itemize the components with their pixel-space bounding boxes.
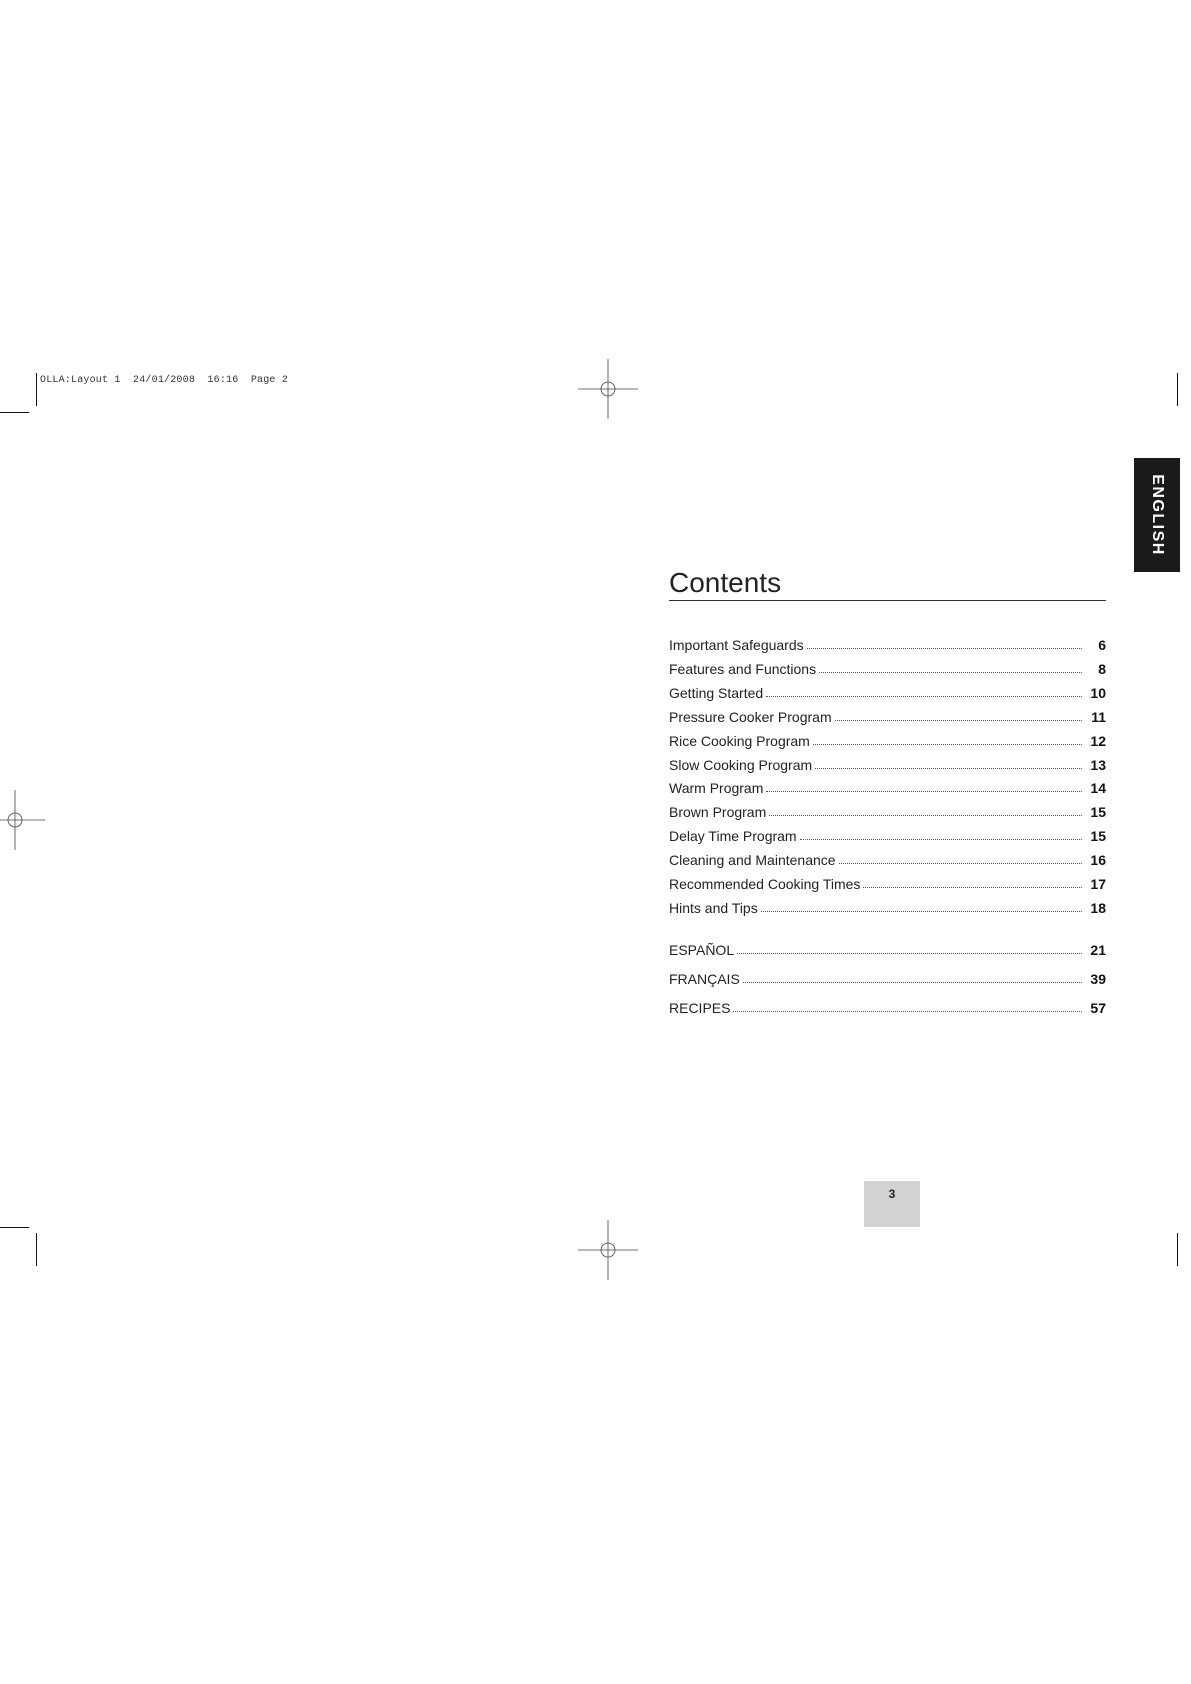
toc-entry-page: 10 — [1090, 685, 1106, 701]
toc-entry-page: 17 — [1090, 876, 1106, 892]
crop-mark-bottom-left-horizontal — [0, 1227, 29, 1228]
registration-mark-bottom-icon — [578, 1220, 638, 1280]
toc-section-page: 21 — [1090, 942, 1106, 958]
toc-entry-page: 11 — [1091, 709, 1106, 725]
toc-section-label: ESPAÑOL — [669, 942, 735, 958]
toc-entry-label: Recommended Cooking Times — [669, 876, 861, 892]
registration-mark-top-icon — [578, 359, 638, 419]
toc-section-entry — [669, 964, 1106, 988]
toc-entry-label: Delay Time Program — [669, 828, 797, 844]
crop-mark-bottom-right-vertical — [1177, 1233, 1178, 1266]
toc-entry-page: 12 — [1090, 733, 1106, 749]
toc-entry — [669, 678, 1106, 702]
toc-section-page: 57 — [1090, 1000, 1106, 1016]
toc-dot-leader — [769, 814, 1082, 816]
toc-entry-label: Getting Started — [669, 685, 764, 701]
crop-mark-top-right-vertical — [1177, 373, 1178, 406]
toc-dot-leader — [766, 790, 1082, 792]
toc-section-label: RECIPES — [669, 1000, 731, 1016]
toc-section-entry — [669, 935, 1106, 959]
toc-entry-label: Brown Program — [669, 804, 767, 820]
toc-entry-label: Pressure Cooker Program — [669, 709, 832, 725]
toc-entry — [669, 726, 1106, 750]
toc-entry-page: 15 — [1090, 828, 1106, 844]
toc-entry — [669, 893, 1106, 917]
toc-entry — [669, 750, 1106, 774]
toc-entry-label: Warm Program — [669, 780, 764, 796]
toc-section-label: FRANÇAIS — [669, 971, 740, 987]
toc-entry-page: 18 — [1090, 900, 1106, 916]
page-title: Contents — [669, 566, 1106, 601]
toc-entry-label: Features and Functions — [669, 661, 817, 677]
toc-section-entry — [669, 993, 1106, 1017]
toc-entry — [669, 654, 1106, 678]
toc-entry-label: Hints and Tips — [669, 900, 758, 916]
toc-entry — [669, 702, 1106, 726]
toc-entry-page: 6 — [1098, 637, 1106, 653]
toc-entry — [669, 797, 1106, 821]
toc-entry — [669, 821, 1106, 845]
toc-dot-leader — [835, 719, 1082, 721]
language-tab — [1134, 458, 1180, 572]
toc-dot-leader — [815, 767, 1082, 769]
toc-entry — [669, 869, 1106, 893]
toc-dot-leader — [761, 910, 1082, 912]
toc-dot-leader — [863, 886, 1082, 888]
toc-section-page: 39 — [1090, 971, 1106, 987]
toc-entry — [669, 773, 1106, 797]
toc-entry-label: Rice Cooking Program — [669, 733, 810, 749]
toc-entry-page: 16 — [1090, 852, 1106, 868]
toc-dot-leader — [807, 647, 1082, 649]
crop-mark-top-left-horizontal — [0, 412, 29, 413]
toc-dot-leader — [819, 671, 1082, 673]
page-number-box — [864, 1181, 920, 1227]
toc-dot-leader — [743, 981, 1082, 983]
toc-dot-leader — [813, 743, 1082, 745]
language-tab-label: ENGLISH — [1149, 474, 1166, 556]
toc-entry-label: Important Safeguards — [669, 637, 804, 653]
toc-entry-page: 13 — [1090, 757, 1106, 773]
page-number: 3 — [888, 1187, 896, 1201]
toc-entry-page: 15 — [1090, 804, 1106, 820]
toc-dot-leader — [737, 952, 1082, 954]
toc-entry — [669, 845, 1106, 869]
toc-dot-leader — [733, 1010, 1082, 1012]
toc-entry — [669, 630, 1106, 654]
crop-mark-bottom-left-vertical — [36, 1233, 37, 1266]
printer-slug-line: OLLA:Layout 1 24/01/2008 16:16 Page 2 — [40, 375, 289, 386]
toc-dot-leader — [839, 862, 1082, 864]
toc-entry-label: Cleaning and Maintenance — [669, 852, 836, 868]
toc-entry-page: 8 — [1098, 661, 1106, 677]
registration-mark-left-icon — [0, 790, 45, 850]
toc-entry-page: 14 — [1090, 780, 1106, 796]
toc-dot-leader — [766, 695, 1082, 697]
crop-mark-top-left-vertical — [36, 373, 37, 406]
toc-dot-leader — [800, 838, 1082, 840]
toc-entry-label: Slow Cooking Program — [669, 757, 813, 773]
